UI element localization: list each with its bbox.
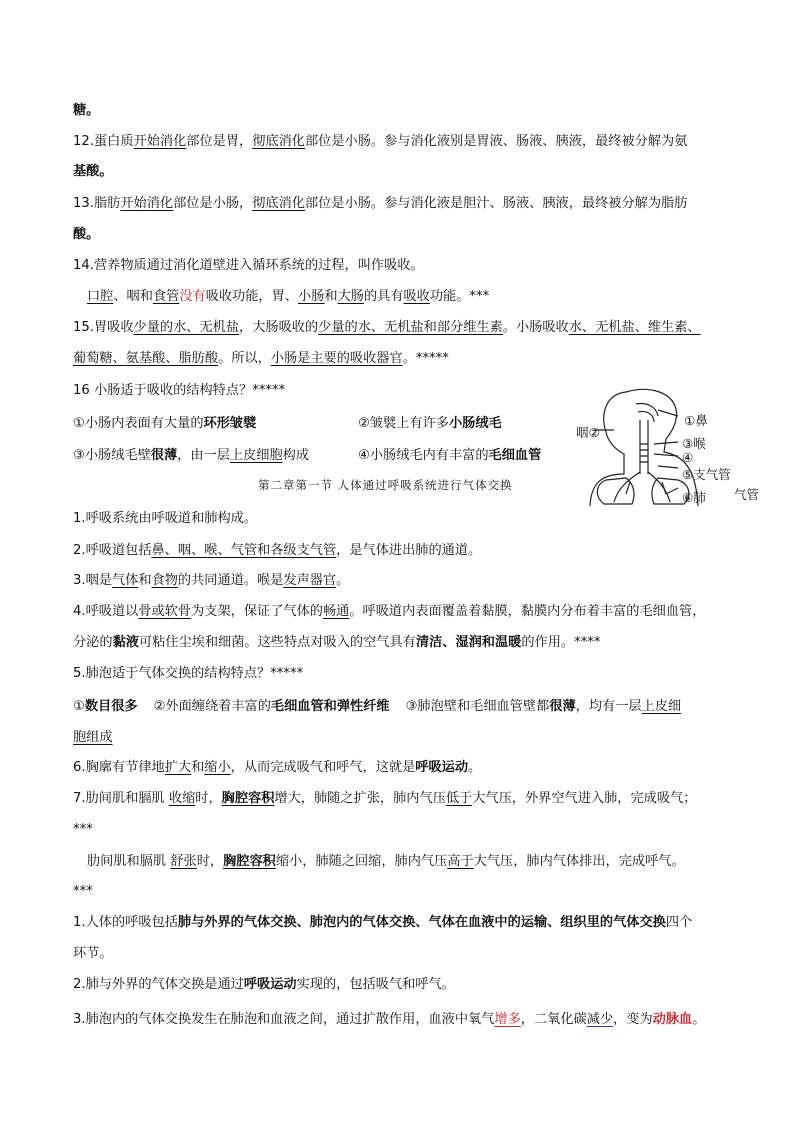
text-line: 6.胸廓有节律地扩大和缩小，从而完成吸气和呼气，这就是呼吸运动。 xyxy=(73,760,482,775)
diagram-label-lung: ⑥肺 xyxy=(682,490,706,505)
diagram-label-trachea: 气管 xyxy=(734,487,760,502)
text-line: ②皱襞上有许多小肠绒毛 xyxy=(358,416,502,431)
respiratory-diagram xyxy=(566,384,766,509)
text-line: 1.人体的呼吸包括肺与外界的气体交换、肺泡内的气体交换、气体在血液中的运输、组织里的气体交换四个 xyxy=(73,915,693,930)
text-line: 3.肺泡内的气体交换发生在肺泡和血液之间，通过扩散作用，血液中氧气增多，二氧化碳减少，变为动脉血。 xyxy=(73,1012,706,1027)
text-line: 葡萄糖、氨基酸、脂肪酸。所以，小肠是主要的吸收器官。***** xyxy=(73,351,449,366)
text-line: 酸。 xyxy=(73,227,100,242)
diagram-label-pharynx: 咽② xyxy=(576,425,600,440)
text-line: 15.胃吸收少量的水、无机盐，大肠吸收的少量的水、无机盐和部分维生素。小肠吸收水、无机盐、维生素、 xyxy=(73,320,701,335)
text-line: 7.肋间肌和膈肌 收缩时，胸腔容积增大，肺随之扩张，肺内气压低于大气压，外界空气进入肺，完成吸气； xyxy=(73,791,697,806)
text-line: 肋间肌和膈肌 舒张时，胸腔容积缩小，肺随之回缩，肺内气压高于大气压，肺内气体排出，完成呼气。 xyxy=(87,854,685,869)
section-title: 第二章第一节 人体通过呼吸系统进行气体交换 xyxy=(258,478,513,492)
text-line: 环节。 xyxy=(73,946,113,961)
text-line: 13.脂肪开始消化部位是小肠，彻底消化部位是小肠。参与消化液是胆汁、肠液、胰液，最终被分解为脂肪 xyxy=(73,196,688,211)
text-line: ①小肠内表面有大量的环形皱襞 xyxy=(73,416,257,431)
text-line: 1.呼吸系统由呼吸道和肺构成。 xyxy=(73,511,258,526)
text-line: 4.呼吸道以骨或软骨为支架，保证了气体的畅通。呼吸道内表面覆盖着黏膜，黏膜内分布着丰富的毛细血管， xyxy=(73,604,706,619)
text-line: 分泌的黏液可粘住尘埃和细菌。这些特点对吸入的空气具有清洁、湿润和温暖的作用。**** xyxy=(73,635,601,650)
diagram-label-bronchus: ⑤支气管 xyxy=(682,467,731,482)
text-line: ④小肠绒毛内有丰富的毛细血管 xyxy=(358,448,542,463)
text-line: 胞组成 xyxy=(73,730,113,745)
text-line: ③小肠绒毛壁很薄，由一层上皮细胞构成 xyxy=(73,448,310,463)
diagram-label-larynx: ③喉 xyxy=(682,436,706,451)
text-line: 2.呼吸道包括鼻、咽、喉、气管和各级支气管，是气体进出肺的通道。 xyxy=(73,543,482,558)
text-line: *** xyxy=(73,822,93,837)
text-line: 口腔、咽和食管没有吸收功能，胃、小肠和大肠的具有吸收功能。*** xyxy=(87,289,490,304)
text-line: 12.蛋白质开始消化部位是胃，彻底消化部位是小肠。参与消化液别是胃液、肠液、胰液，最终被分解为氨 xyxy=(73,134,688,149)
text-line: 糖。 xyxy=(73,103,100,118)
diagram-label-trachea-marker: ④ xyxy=(682,450,694,465)
text-line: 5.肺泡适于气体交换的结构特点？***** xyxy=(73,666,304,681)
text-line: 基酸。 xyxy=(73,164,113,179)
text-line: 16 小肠适于吸收的结构特点？***** xyxy=(73,383,286,398)
text-line: 14.营养物质通过消化道壁进入循环系统的过程，叫作吸收。 xyxy=(73,258,424,273)
text-line: 3.咽是气体和食物的共同通道。喉是发声器官。 xyxy=(73,573,350,588)
text-line: *** xyxy=(73,884,93,899)
diagram-label-nose: ①鼻 xyxy=(684,413,708,428)
text-line: 2.肺与外界的气体交换是通过呼吸运动实现的，包括吸气和呼气。 xyxy=(73,977,455,992)
text-line: ①数目很多 ②外面缠绕着丰富的毛细血管和弹性纤维 ③肺泡壁和毛细血管壁都很薄，均有一层上皮细 xyxy=(73,699,682,714)
